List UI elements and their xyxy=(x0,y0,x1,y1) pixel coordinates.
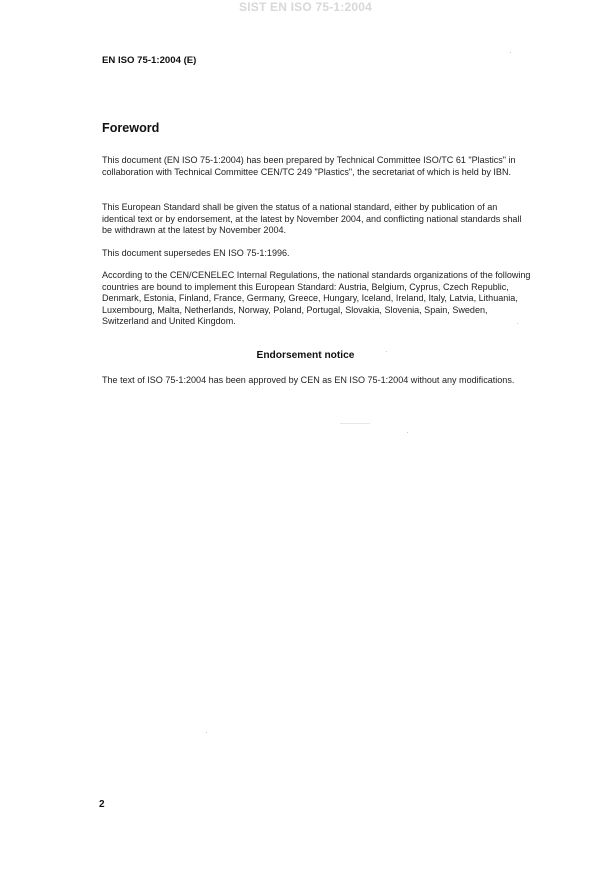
scan-speck xyxy=(407,432,408,433)
foreword-paragraph-1: This document (EN ISO 75-1:2004) has been prepared by Technical Committee ISO/TC 61 "Plastics" in collaboration with Technical Committee CEN/TC 249 "Plastics", the secretariat of which is held by IBN. xyxy=(102,155,516,177)
scan-speck xyxy=(386,351,387,352)
watermark: SIST EN ISO 75-1:2004 xyxy=(239,0,372,14)
foreword-paragraph-3: This document supersedes EN ISO 75-1:1996. xyxy=(102,248,290,258)
scan-speck xyxy=(206,732,207,733)
scan-speck xyxy=(510,52,511,53)
foreword-paragraph-2: This European Standard shall be given the status of a national standard, either by publication of an identical text or by endorsement, at the latest by November 2004, and conflicting national standards shall be withdrawn at the latest by November 2004. xyxy=(102,202,522,235)
foreword-paragraph-4: According to the CEN/CENELEC Internal Regulations, the national standards organizations of the following countries are bound to implement this European Standard: Austria, Belgium, Cyprus, Czech Republic, Denmark, Estonia, Finland, France, Germany, Greece, Hungary, Iceland, Ireland, Italy, Latvia, Lithuania, Luxembourg, Malta, Netherlands, Norway, Poland, Portugal, Slovakia, Slovenia, Spain, Sweden, Switzerland and United Kingdom. xyxy=(102,270,531,326)
endorsement-notice-text: The text of ISO 75-1:2004 has been approved by CEN as EN ISO 75-1:2004 without any modifications. xyxy=(102,375,515,385)
scan-speck xyxy=(517,323,518,324)
endorsement-notice-heading: Endorsement notice xyxy=(256,350,355,361)
page-number: 2 xyxy=(99,799,105,810)
foreword-heading: Foreword xyxy=(102,121,160,135)
scan-speck xyxy=(340,423,370,424)
document-identifier: EN ISO 75-1:2004 (E) xyxy=(102,55,197,66)
